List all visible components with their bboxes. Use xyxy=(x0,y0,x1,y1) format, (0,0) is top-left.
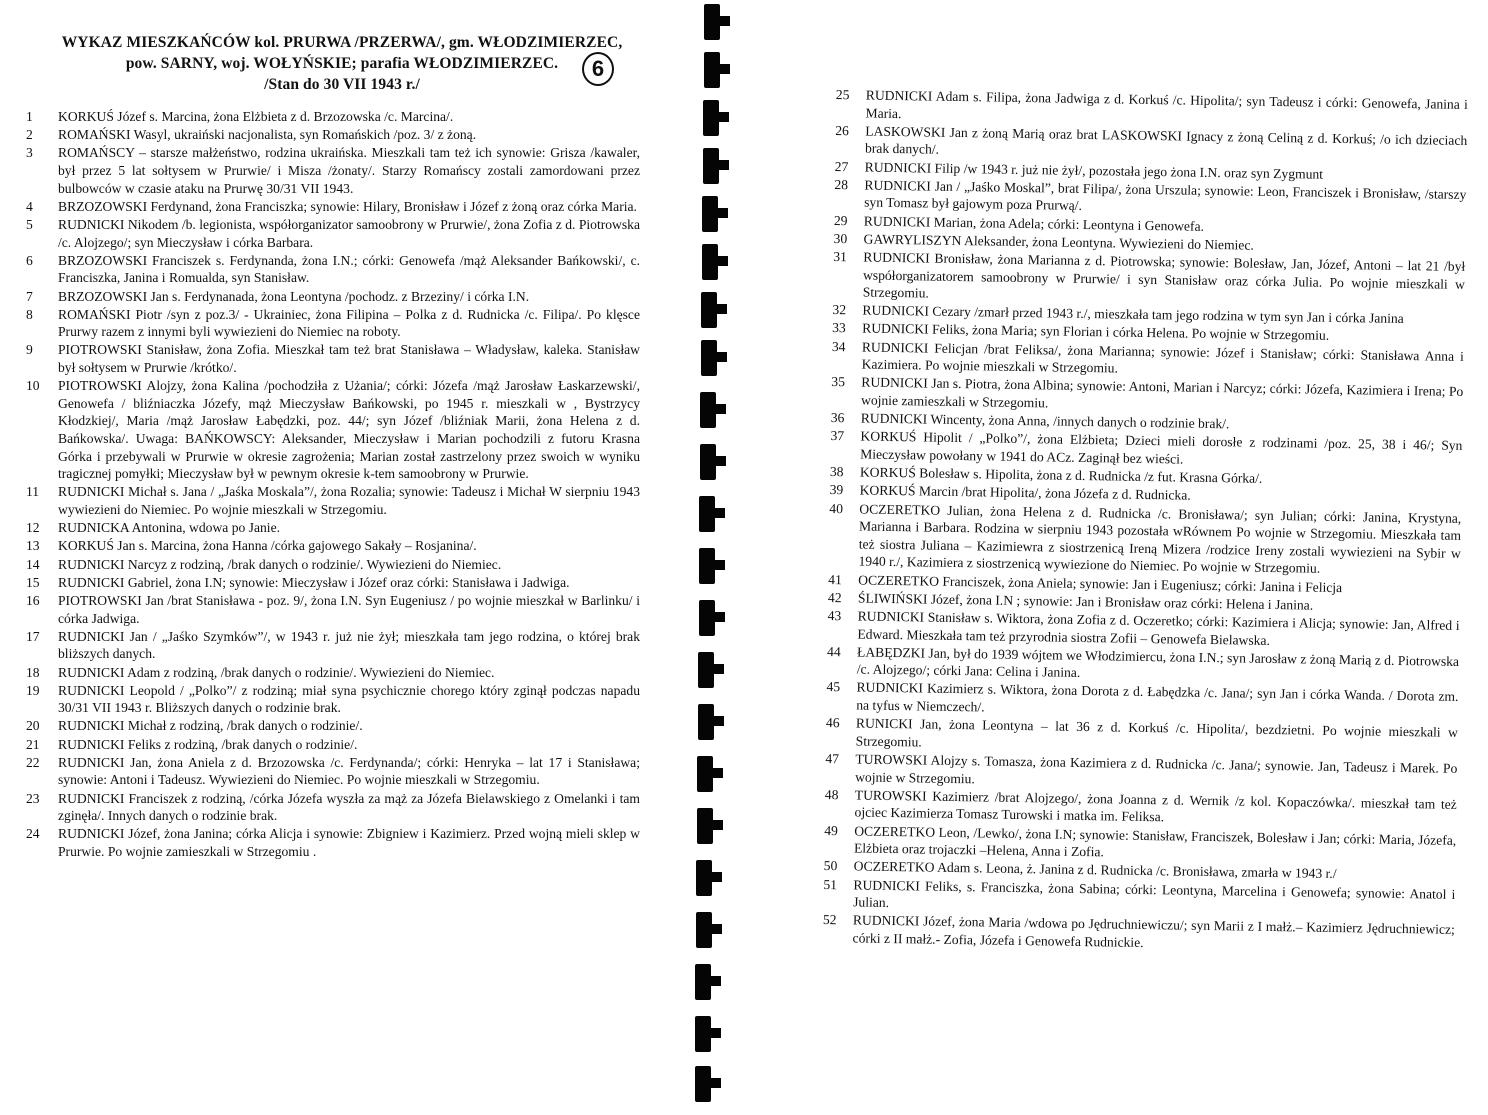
entry-number: 33 xyxy=(832,320,846,336)
binding-ring xyxy=(702,196,718,232)
entry-number: 34 xyxy=(831,338,846,354)
binding-ring xyxy=(695,1016,711,1052)
entry-text: PIOTROWSKI Alojzy, żona Kalina /pochodziła z Użania/; córki: Józefa /mąż Jarosław Łaskarzewski/, Genowefa / bliźniaczka Józefy, mąż Mieczysław Bańkowski, po 1945 r. mieszkali w , Bystrzycy Kłodzkiej/, Maria /mąż Jarosław Łabędzki, poz. 44/; syn Józef /bliźniak Marii, żona Helena z d. Bańkowska/. Uwaga: BAŃKOWSCY: Aleksander, Mieczysław i Marian pochodzili z futoru Krasna Górka i przebywali w Prurwie w okresie zagrożenia; Marian został zastrzelony przez swoich w wyniku tragicznej pomyłki; Mieczysław był w pewnym okresie k-tem samoobrony w Prurwie. xyxy=(58,378,640,482)
resident-entry xyxy=(824,500,1461,580)
entry-text: TUROWSKI Alojzy s. Tomasza, żona Kazimiera z d. Rudnicka /c. Jana/; synowie. Jan, Tadeusz i Marek. Po wojnie w Strzegomiu. xyxy=(855,751,1458,786)
binding-ring xyxy=(697,808,713,844)
entry-text: BRZOZOWSKI Franciszek s. Ferdynanda, żona I.N.; córki: Genowefa /mąż Aleksander Bańkowski/, c. Franciszka, Janina i Romualda, syn Stanisław. xyxy=(58,252,640,286)
entry-text: RUDNICKI Wincenty, żona Anna, /innych danych o rodzinie brak/. xyxy=(860,410,1230,432)
entry-number: 39 xyxy=(829,482,844,498)
resident-entry xyxy=(22,483,640,518)
entry-number: 35 xyxy=(831,374,846,390)
binding-ring xyxy=(701,292,717,328)
entry-number: 47 xyxy=(825,751,840,767)
binding-ring xyxy=(703,148,719,184)
entry-number: 14 xyxy=(26,556,40,572)
resident-entry xyxy=(22,736,640,754)
entry-number: 20 xyxy=(26,718,40,734)
resident-entry xyxy=(22,790,640,825)
binding-ring xyxy=(702,244,718,280)
resident-entry xyxy=(22,682,640,717)
right-page xyxy=(750,0,1488,1115)
binding-ring xyxy=(703,100,719,136)
entry-number: 24 xyxy=(26,826,40,842)
entry-text: KORKUŚ Bolesław s. Hipolita, żona z d. Rudnicka /z fut. Krasna Górka/. xyxy=(859,464,1263,486)
entry-text: RUDNICKI Adam z rodziną, /brak danych o rodzinie/. Wywiezieni do Niemiec. xyxy=(58,664,495,680)
binding-ring xyxy=(699,496,715,532)
entry-text: RUDNICKI Cezary /zmarł przed 1943 r./, mieszkała tam jego rodzina w tym syn Jan i córka Janina xyxy=(862,302,1404,327)
entry-number: 17 xyxy=(26,628,40,644)
entry-text: ŚLIWIŃSKI Józef, żona I.N ; synowie: Jan i Bronisław oraz córki: Helena i Janina. xyxy=(857,590,1314,613)
resident-list-right xyxy=(818,86,1467,957)
title-line-3: /Stan do 30 VII 1943 r./ xyxy=(264,76,420,93)
resident-entry xyxy=(22,519,640,537)
entry-text: RUDNICKI Michał z rodziną, /brak danych o rodzinie/. xyxy=(58,718,363,734)
binding-ring xyxy=(704,52,720,88)
resident-entry xyxy=(22,198,640,216)
entry-text: PIOTROWSKI Jan /brat Stanisława - poz. 9/, żona I.N. Syn Eugeniusz / po wojnie mieszkał w Barlinku/ i córka Jadwiga. xyxy=(58,592,640,626)
entry-number: 48 xyxy=(824,786,839,803)
entry-text: KORKUŚ Marcin /brat Hipolita/, żona Józefa z d. Rudnicka. xyxy=(859,482,1191,504)
binding-ring xyxy=(697,756,713,792)
left-page xyxy=(0,0,690,1115)
entry-number: 15 xyxy=(26,574,40,590)
resident-entry xyxy=(22,717,640,735)
entry-text: ŁABĘDZKI Jan, był do 1939 wójtem we Włodzimiercu, żona I.N.; syn Jarosław z żoną Marią z d. Piotrowska /c. Alojzego/; córki Jana: Celina i Janina. xyxy=(856,644,1460,681)
entry-text: RUDNICKI Stanisław s. Wiktora, żona Zofia z d. Oczeretko; córki: Kazimiera i Alicja; synowie: Jan, Alfred i Edward. Mieszkała tam też przyrodnia siostra Zofii – Genowefa Bielawska. xyxy=(857,608,1460,648)
entry-number: 3 xyxy=(26,145,33,161)
entry-number: 5 xyxy=(26,216,33,232)
entry-text: RUDNICKI Jan / „Jaśko Moskal”, brat Filipa/, żona Urszula; synowie: Leon, Franciszek i Bronisław, /starszy syn Tomasz był gajowym poza Prurwą/. xyxy=(864,177,1467,214)
entry-text: ROMAŃSCY – starsze małżeństwo, rodzina ukraińska. Mieszkali tam też ich synowie: Grisza /kawaler, był przez 5 lat sołtysem w Prurwie/ i Misza /żonaty/. Starzy Romańscy zostali zamordowani przez bulbowców w czasie ataku na Prurwę 30/31 VII 1943. xyxy=(58,145,640,196)
entry-number: 37 xyxy=(830,428,845,444)
entry-text: RUDNICKI Filip /w 1943 r. już nie żył/, pozostała jego żona I.N. oraz syn Zygmunt xyxy=(864,159,1324,182)
entry-number: 32 xyxy=(832,302,847,318)
binding-ring xyxy=(701,340,717,376)
entry-text: OCZERETKO Adam s. Leona, ż. Janina z d. Rudnicka /c. Bronisława, zmarła w 1943 r./ xyxy=(853,858,1337,882)
entry-number: 13 xyxy=(26,538,40,554)
binding-ring xyxy=(698,704,714,740)
entry-number: 36 xyxy=(830,410,845,426)
entry-text: BRZOZOWSKI Ferdynand, żona Franciszka; synowie: Hilary, Bronisław i Józef z żoną oraz córka Maria. xyxy=(58,198,637,214)
entry-text: OCZERETKO Franciszek, żona Aniela; synowie: Jan i Eugeniusz; córki: Janina i Felicja xyxy=(858,572,1343,595)
entry-number: 16 xyxy=(26,592,40,608)
binding-ring xyxy=(699,548,715,584)
entry-text: RUDNICKI Feliks, żona Maria; syn Florian i córka Helena. Po wojnie w Strzegomiu. xyxy=(862,320,1330,344)
entry-number: 8 xyxy=(26,306,33,322)
entry-text: RUDNICKI Jan, żona Aniela z d. Brzozowska /c. Ferdynanda/; córki: Henryka – lat 17 i Stanisława; synowie: Antoni i Tadeusz. Wywiezieni do Niemiec. Po wojnie mieszkali w Strzegomiu. xyxy=(58,754,640,788)
resident-entry xyxy=(829,248,1466,311)
entry-text: BRZOZOWSKI Jan s. Ferdynanada, żona Leontyna /pochodz. z Brzeziny/ i córka I.N. xyxy=(58,288,530,304)
entry-number: 27 xyxy=(834,158,849,174)
entry-number: 44 xyxy=(827,643,841,659)
entry-text: RUDNICKI Narcyz z rodziną, /brak danych o rodzinie/. Wywiezieni do Niemiec. xyxy=(58,556,502,572)
entry-number: 45 xyxy=(826,679,841,695)
entry-text: RUDNICKI Kazimierz s. Wiktora, żona Dorota z d. Łabędzka /c. Jana/; syn Jan i córka Wanda. / Dorota zm. na tyfus w Niemczech/. xyxy=(856,679,1459,715)
entry-number: 7 xyxy=(26,288,33,304)
binding-ring xyxy=(704,4,720,40)
entry-number: 4 xyxy=(26,198,33,214)
entry-text: RUDNICKI Jan s. Piotra, żona Albina; synowie: Antoni, Marian i Narcyz; córki: Józefa, Kazimiera i Irena; Po wojnie zamieszkali w Strzegomiu. xyxy=(860,374,1464,411)
binding-ring xyxy=(698,652,714,688)
entry-text: RUDNICKI Feliks, s. Franciszka, żona Sabina; córki: Leontyna, Marcelina i Genowefa; synowie: Anatol i Julian. xyxy=(853,876,1456,911)
entry-text: RUDNICKI Józef, żona Maria /wdowa po Jędruchniewiczu/; syn Marii z I małż.– Kazimierz Jędruchniewicz; córki z II małż.- Zofia, Józefa i Genowefa Rudnickie. xyxy=(852,912,1455,950)
entry-text: RUDNICKI Leopold / „Polko”/ z rodziną; miał syna psychicznie chorego który zginął podczas napadu 30/31 VII 1943 r. Bliższych danych o rodzinie brak. xyxy=(58,682,640,716)
binding-ring xyxy=(696,860,712,896)
entry-number: 12 xyxy=(26,520,40,536)
entry-text: RUDNICKI Józef, żona Janina; córka Alicja i synowie: Zbigniew i Kazimierz. Przed wojną mieli sklep w Prurwie. Po wojnie zamieszkali w Strzegomiu . xyxy=(58,826,640,859)
title-line-1: WYKAZ MIESZKAŃCÓW kol. PRURWA /PRZERWA/, gm. WŁODZIMIERZEC, xyxy=(61,34,623,51)
entry-text: RUDNICKI Franciszek z rodziną, /córka Józefa wyszła za mąż za Józefa Bielawskiego z Omelanki i tam zginęła/. Innych danych o rodzinie brak. xyxy=(58,790,640,824)
entry-number: 22 xyxy=(26,754,40,770)
entry-text: KORKUŚ Hipolit / „Polko”/, żona Elżbieta; Dzieci mieli dorosłe z rodzinami /poz. 25, 38 i 46/; Syn Mieczysław powołany w 1941 do ACz. Zaginął bez wieści. xyxy=(860,428,1463,467)
resident-entry xyxy=(22,377,640,483)
entry-number: 18 xyxy=(26,664,40,680)
entry-text: RUDNICKI Adam s. Filipa, żona Jadwiga z d. Korkuś /c. Hipolita/; syn Tadeusz i córki: Genowefa, Janina i Maria. xyxy=(865,87,1468,121)
entry-number: 2 xyxy=(26,127,33,143)
entry-text: RUNICKI Jan, żona Leontyna – lat 36 z d. Korkuś /c. Hipolita/, bezdzietni. Po wojnie mieszkali w Strzegomiu. xyxy=(855,715,1459,750)
entry-number: 9 xyxy=(26,342,33,358)
entry-text: RUDNICKI Marian, żona Adela; córki: Leontyna i Genowefa. xyxy=(863,213,1205,234)
entry-number: 11 xyxy=(26,484,40,500)
entry-text: RUDNICKI Jan / „Jaśko Szymków”/, w 1943 r. już nie żył; mieszkała tam jego rodzina, o której brak bliższych danych. xyxy=(58,628,640,662)
binding-ring xyxy=(696,912,712,948)
resident-entry xyxy=(22,288,640,306)
entry-number: 42 xyxy=(827,589,842,605)
resident-entry xyxy=(22,144,640,197)
entry-number: 31 xyxy=(833,248,848,265)
document-title xyxy=(22,32,662,95)
resident-entry xyxy=(22,592,640,627)
entry-number: 28 xyxy=(834,176,849,193)
entry-number: 38 xyxy=(829,464,844,480)
page-number-circle: 6 xyxy=(582,52,614,86)
entry-text: ROMAŃSKI Wasyl, ukraiński nacjonalista, syn Romańskich /poz. 3/ z żoną. xyxy=(58,127,477,143)
entry-number: 30 xyxy=(833,230,848,246)
entry-number: 10 xyxy=(26,378,40,394)
entry-number: 41 xyxy=(828,571,842,587)
entry-text: KORKUŚ Józef s. Marcina, żona Elżbieta z d. Brzozowska /c. Marcina/. xyxy=(58,109,454,124)
resident-entry xyxy=(22,126,640,144)
resident-entry xyxy=(22,537,640,555)
entry-text: OCZERETKO Leon, /Lewko/, żona I.N; synowie: Stanisław, Franciszek, Bolesław i Jan; córki: Maria, Józefa, Elżbieta oraz trojaczki –Helena, Anna i Zofia. xyxy=(853,823,1457,860)
entry-text: RUDNICKI Gabriel, żona I.N; synowie: Mieczysław i Józef oraz córki: Stanisława i Jadwiga. xyxy=(58,574,570,590)
resident-entry xyxy=(22,825,640,860)
entry-number: 51 xyxy=(823,876,838,892)
spiral-binding xyxy=(690,0,750,1115)
entry-text: TUROWSKI Kazimierz /brat Alojzego/, żona Joanna z d. Wernik /z kol. Kopaczówka/. mieszkał tam też ojciec Kazimierza Tomasz Turowski i matka im. Feliksa. xyxy=(854,787,1457,825)
resident-list-left xyxy=(22,108,640,861)
entry-number: 52 xyxy=(822,912,837,928)
resident-entry xyxy=(22,556,640,574)
entry-number: 1 xyxy=(26,109,33,124)
resident-entry xyxy=(22,306,640,341)
resident-entry xyxy=(22,216,640,251)
entry-number: 23 xyxy=(26,790,40,806)
entry-text: RUDNICKI Felicjan /brat Feliksa/, żona Marianna; synowie: Józef i Stanisław; córki: Stanisława Anna i Kazimiera. Po wojnie mieszkali w Strzegomiu. xyxy=(861,339,1464,376)
entry-number: 29 xyxy=(833,212,848,228)
entry-number: 46 xyxy=(825,715,840,731)
binding-ring xyxy=(695,1066,711,1102)
entry-text: RUDNICKI Michał s. Jana / „Jaśka Moskala”/, żona Rozalia; synowie: Tadeusz i Michał W sierpniu 1943 wywiezieni do Niemiec. Po wojnie mieszkali w Strzegomiu. xyxy=(58,484,640,517)
entry-number: 49 xyxy=(824,822,839,838)
entry-number: 50 xyxy=(823,858,838,874)
entry-number: 6 xyxy=(26,252,33,268)
binding-ring xyxy=(699,600,715,636)
entry-text: RUDNICKA Antonina, wdowa po Janie. xyxy=(58,520,281,536)
entry-text: RUDNICKI Feliks z rodziną, /brak danych o rodzinie/. xyxy=(58,736,358,752)
binding-ring xyxy=(700,444,716,480)
resident-entry xyxy=(22,754,640,789)
entry-number: 19 xyxy=(26,682,40,698)
resident-entry xyxy=(22,108,640,126)
title-line-2: pow. SARNY, woj. WOŁYŃSKIE; parafia WŁODZIMIERZEC. xyxy=(125,55,559,72)
entry-number: 40 xyxy=(829,500,844,516)
entry-number: 21 xyxy=(26,736,40,752)
entry-text: KORKUŚ Jan s. Marcina, żona Hanna /córka gajowego Sakały – Rosjanina/. xyxy=(58,538,477,554)
entry-text: PIOTROWSKI Stanisław, żona Zofia. Mieszkał tam też brat Stanisława – Władysław, kaleka. Stanisław był sołtysem w Prurwie /krótko/. xyxy=(58,342,640,376)
entry-text: ROMAŃSKI Piotr /syn z poz.3/ - Ukrainiec, żona Filipina – Polka z d. Rudnicka /c. Filipa/. Po klęsce Prurwy razem z innymi byli wywiezieni do Niemiec na roboty. xyxy=(58,306,640,340)
entry-text: LASKOWSKI Jan z żoną Marią oraz brat LASKOWSKI Ignacy z żoną Celiną z d. Korkuś; /o ich dzieciach brak danych/. xyxy=(864,123,1468,158)
binding-ring xyxy=(695,964,711,1000)
resident-entry xyxy=(22,628,640,663)
resident-entry xyxy=(22,341,640,376)
resident-entry xyxy=(22,574,640,592)
entry-number: 26 xyxy=(835,122,850,139)
entry-number: 25 xyxy=(835,87,850,103)
entry-number: 43 xyxy=(827,607,842,624)
resident-entry xyxy=(22,664,640,682)
binding-ring xyxy=(700,392,716,428)
entry-text: RUDNICKI Nikodem /b. legionista, współorganizator samoobrony w Prurwie/, żona Zofia z d. Piotrowska /c. Alojzego/; syn Mieczysław i córka Barbara. xyxy=(58,216,640,250)
resident-entry xyxy=(22,252,640,287)
entry-text: OCZERETKO Julian, żona Helena z d. Rudnicka /c. Bronisława/; syn Julian; córki: Janina, Krystyna, Marianna i Barbara. Rodzina w sierpniu 1943 pozostała wRównem Po wojnie w Strzegomiu. Mieszkała tam też siostra Juliana – Kazimiewra z siostrzenicą Ireną Mizera /rodzice Ireny zostali wywiezieni na Sybir w 1940 r./, Kazimiera z siostrzenicą wywiezione do Niemiec. Po wojnie w Strzegomiu. xyxy=(858,501,1462,577)
entry-text: RUDNICKI Bronisław, żona Marianna z d. Piotrowska; synowie: Bolesław, Jan, Józef, Antoni – lat 21 /był współorganizatorem samoobrony w Prurwie/ i syn Stanisław oraz córka Julia. Po wojnie mieszkali w Strzegomiu. xyxy=(862,249,1466,301)
entry-text: GAWRYLISZYN Aleksander, żona Leontyna. Wywiezieni do Niemiec. xyxy=(863,231,1254,253)
